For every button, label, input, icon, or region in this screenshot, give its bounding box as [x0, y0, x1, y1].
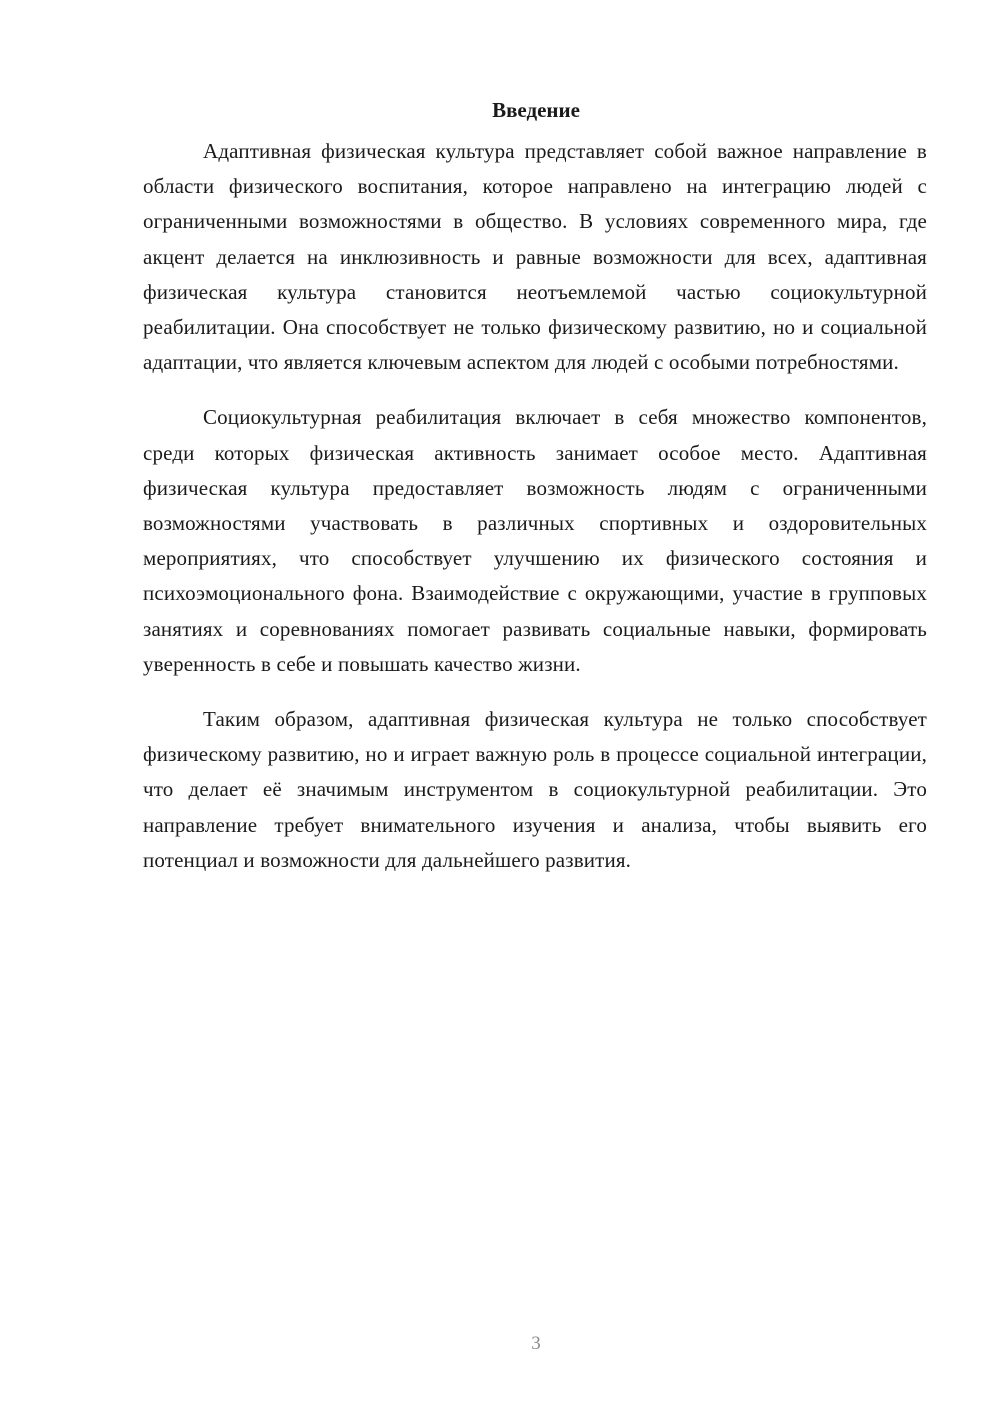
- page-number: 3: [531, 1333, 541, 1354]
- paragraph-2: Социокультурная реабилитация включает в себя множество компонентов, среди которых физическая активность занимает особое место. Адаптивная физическая культура предоставляет возможность людям с ограниченными возможностями участвовать в различных спортивных и оздоровительных мероприятиях, что способствует улучшению их физического состояния и психоэмоционального фона. Взаимодействие с окружающими, участие в групповых занятиях и соревнованиях помогает развивать социальные навыки, формировать уверенность в себе и повышать качество жизни.: [143, 405, 927, 676]
- page-content: [143, 93, 927, 898]
- section-title: Введение: [492, 98, 580, 122]
- paragraph-3: Таким образом, адаптивная физическая культура не только способствует физическому развитию, но и играет важную роль в процессе социальной интеграции, что делает её значимым инструментом в социокультурной реабилитации. Это направление требует внимательного изучения и анализа, чтобы выявить его потенциал и возможности для дальнейшего развития.: [143, 707, 927, 872]
- paragraph-1: Адаптивная физическая культура представляет собой важное направление в области физического воспитания, которое направлено на интеграцию людей с ограниченными возможностями в общество. В условиях современного мира, где акцент делается на инклюзивность и равные возможности для всех, адаптивная физическая культура становится неотъемлемой частью социокультурной реабилитации. Она способствует не только физическому развитию, но и социальной адаптации, что является ключевым аспектом для людей с особыми потребностями.: [143, 139, 927, 375]
